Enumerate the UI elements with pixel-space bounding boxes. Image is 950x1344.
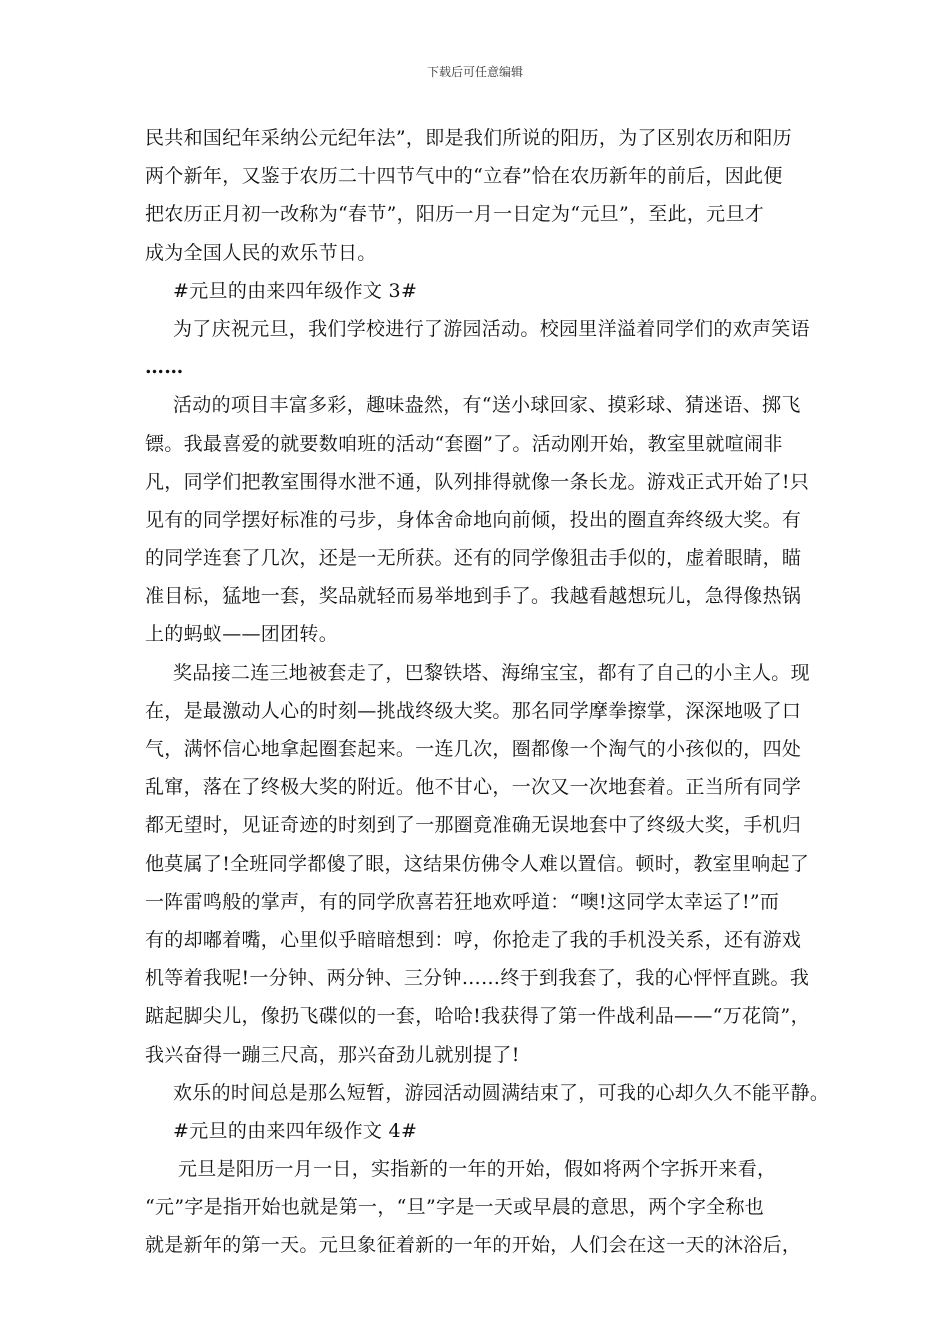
text-line: 把农历正月初一改称为“春节”，阳历一月一日定为“元旦”，至此，元旦才	[145, 203, 765, 226]
text-line: 成为全国人民的欢乐节日。	[145, 241, 377, 264]
text-line: 为了庆祝元旦，我们学校进行了游园活动。校园里洋溢着同学们的欢声笑语	[173, 317, 810, 340]
text-line: 就是新年的第一天。元旦象征着新的一年的开始，人们会在这一天的沐浴后，	[145, 1234, 802, 1257]
text-line: 机等着我呢!一分钟、两分钟、三分钟……终于到我套了，我的心怦怦直跳。我	[145, 967, 810, 990]
text-line: 准目标，猛地一套，奖品就轻而易举地到手了。我越看越想玩儿，急得像热锅	[145, 585, 802, 608]
text-line: 民共和国纪年采纳公元纪年法”，即是我们所说的阳历，为了区别农历和阳历	[145, 127, 792, 149]
text-line: 他莫属了!全班同学都傻了眼，这结果仿佛令人难以置信。顿时，教室里响起了	[145, 852, 810, 875]
text-line: 镖。我最喜爱的就要数咱班的活动“套圈”了。活动刚开始，教室里就喧闹非	[145, 432, 783, 455]
text-line: 乱窜，落在了终极大奖的附近。他不甘心，一次又一次地套着。正当所有同学	[145, 776, 802, 799]
text-line: “元”字是指开始也就是第一，“旦”字是一天或早晨的意思，两个字全称也	[145, 1196, 765, 1219]
text-line: 活动的项目丰富多彩，趣味盎然，有“送小球回家、摸彩球、猜迷语、掷飞	[173, 394, 801, 417]
text-line: 我兴奋得一蹦三尺高，那兴奋劲儿就别提了!	[145, 1043, 520, 1066]
page-header: 下载后可任意编辑	[426, 65, 523, 79]
text-line: 欢乐的时间总是那么短暂，游园活动圆满结束了，可我的心却久久不能平静。	[173, 1081, 830, 1104]
text-line: 踮起脚尖儿，像扔飞碟似的一套，哈哈!我获得了第一件战利品——“万花筒”，	[145, 1005, 810, 1028]
text-line: 见有的同学摆好标准的弓步，身体舍命地向前倾，投出的圈直奔终级大奖。有	[145, 508, 802, 531]
text-line: ……	[145, 356, 184, 379]
text-line: 元旦是阳历一月一日，实指新的一年的开始，假如将两个字拆开来看，	[178, 1158, 777, 1181]
text-line: 两个新年，又鉴于农历二十四节气中的“立春”恰在农历新年的前后，因此便	[145, 165, 783, 188]
text-line: 气，满怀信心地拿起圈套起来。一连几次，圈都像一个淘气的小孩似的，四处	[145, 738, 802, 760]
text-line: 在，是最激动人心的时刻—挑战终级大奖。那名同学摩拳擦掌，深深地吸了口	[145, 699, 802, 722]
text-line: 的同学连套了几次，还是一无所获。还有的同学像狙击手似的，虚着眼睛，瞄	[145, 547, 802, 570]
text-line: 都无望时，见证奇迹的时刻到了一那圈竟准确无误地套中了终级大奖，手机归	[145, 814, 802, 837]
text-line: #元旦的由来四年级作文 4#	[173, 1119, 418, 1142]
text-line: 奖品接二连三地被套走了，巴黎铁塔、海绵宝宝，都有了自己的小主人。现	[173, 661, 810, 684]
text-line: 有的却嘟着嘴，心里似乎暗暗想到：哼，你抢走了我的手机没关系，还有游戏	[145, 928, 802, 951]
text-line: 凡，同学们把教室围得水泄不通，队列排得就像一条长龙。游戏正式开始了!只	[145, 470, 810, 493]
text-line: 一阵雷鸣般的掌声，有的同学欣喜若狂地欢呼道：“噢!这同学太幸运了!”而	[145, 890, 780, 913]
document-body	[145, 119, 830, 1265]
text-line: 上的蚂蚁——团团转。	[145, 623, 339, 646]
text-line: #元旦的由来四年级作文 3#	[173, 279, 418, 302]
